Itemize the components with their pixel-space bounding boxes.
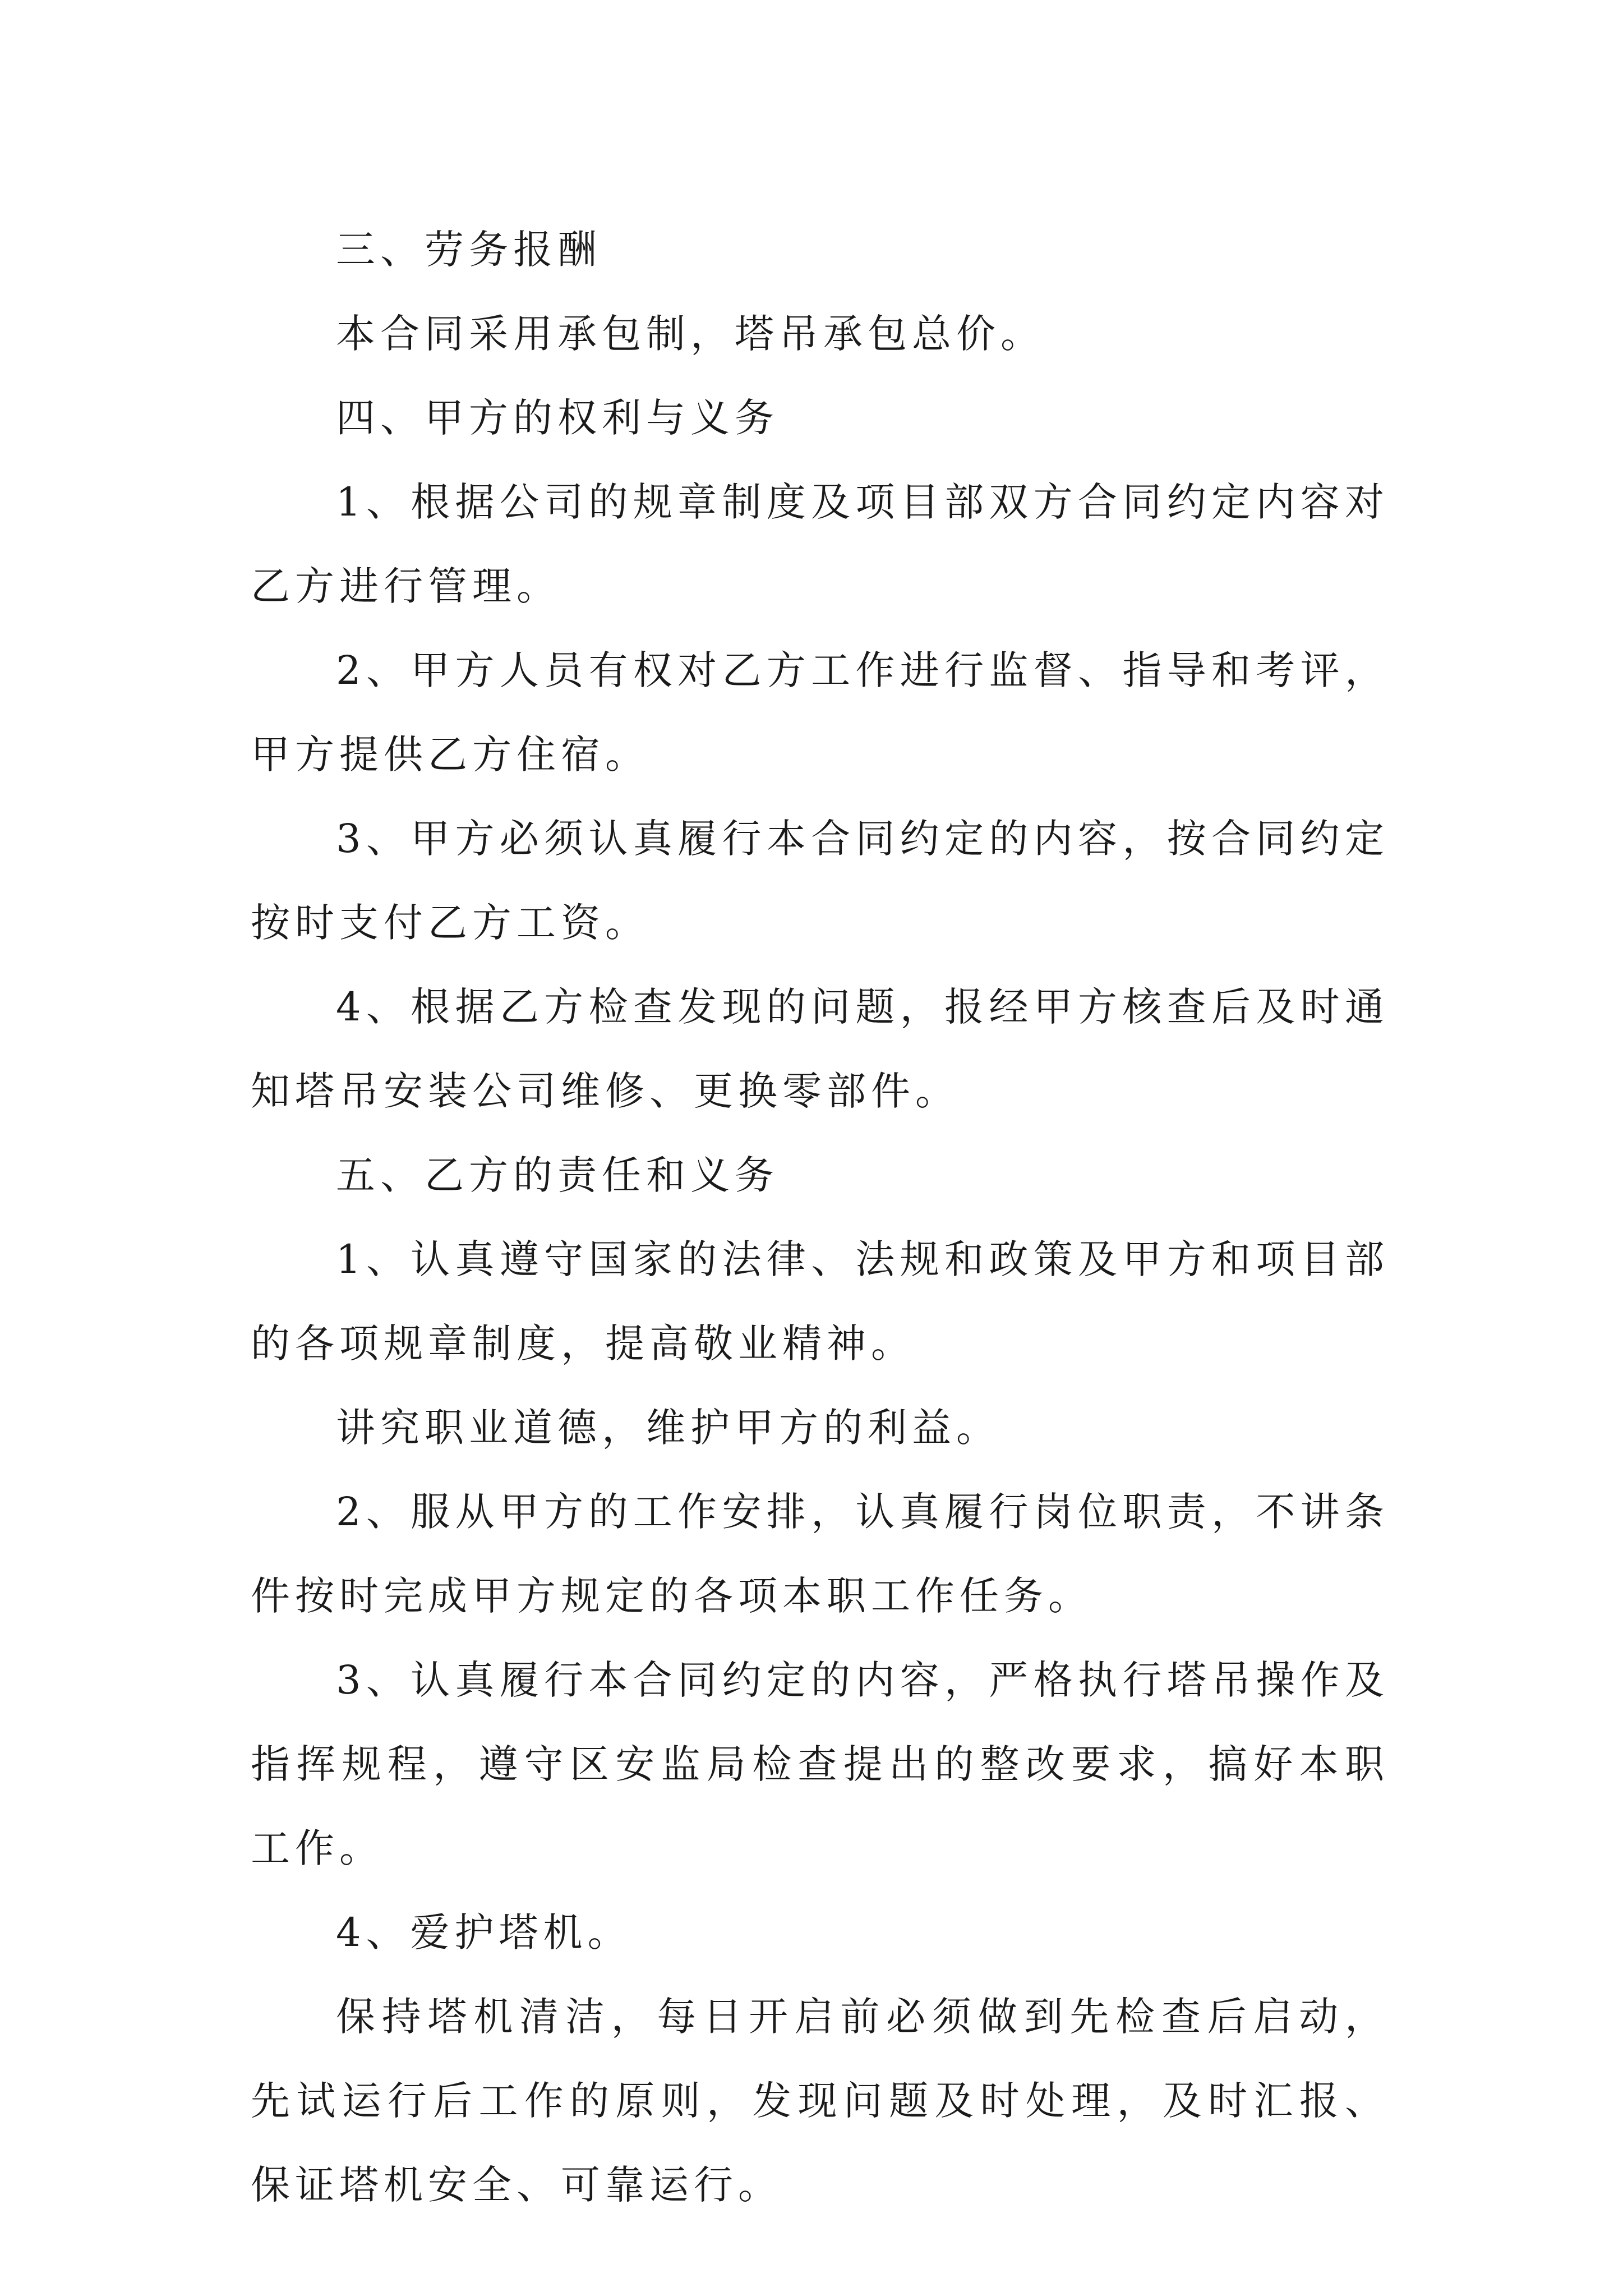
paragraph: 1、根据公司的规章制度及项目部双方合同约定内容对乙方进行管理。 bbox=[251, 479, 1389, 609]
paragraph: 保持塔机清洁，每日开启前必须做到先检查后启动，先试运行后工作的原则，发现问题及时处理，及时汇报、保证塔机安全、可靠运行。 bbox=[251, 1994, 1389, 2208]
paragraph: 3、甲方必须认真履行本合同约定的内容，按合同约定按时支付乙方工资。 bbox=[251, 816, 1389, 946]
document-body bbox=[251, 208, 1389, 2227]
section-heading-remuneration: 三、劳务报酬 bbox=[336, 227, 602, 273]
paragraph: 4、根据乙方检查发现的问题，报经甲方核查后及时通知塔吊安装公司维修、更换零部件。 bbox=[251, 984, 1389, 1114]
paragraph: 4、爱护塔机。 bbox=[336, 1910, 632, 1955]
paragraph: 本合同采用承包制，塔吊承包总价。 bbox=[336, 311, 1045, 357]
section-heading-party-a: 四、甲方的权利与义务 bbox=[336, 395, 779, 441]
paragraph: 1、认真遵守国家的法律、法规和政策及甲方和项目部的各项规章制度，提高敬业精神。 bbox=[251, 1236, 1389, 1366]
paragraph: 2、服从甲方的工作安排，认真履行岗位职责，不讲条件按时完成甲方规定的各项本职工作任务。 bbox=[251, 1489, 1389, 1619]
section-heading-party-b: 五、乙方的责任和义务 bbox=[336, 1152, 779, 1198]
paragraph: 讲究职业道德，维护甲方的利益。 bbox=[336, 1405, 1000, 1451]
paragraph: 3、认真履行本合同约定的内容，严格执行塔吊操作及指挥规程，遵守区安监局检查提出的整改要求，搞好本职工作。 bbox=[251, 1657, 1389, 1871]
paragraph: 2、甲方人员有权对乙方工作进行监督、指导和考评，甲方提供乙方住宿。 bbox=[251, 647, 1389, 777]
